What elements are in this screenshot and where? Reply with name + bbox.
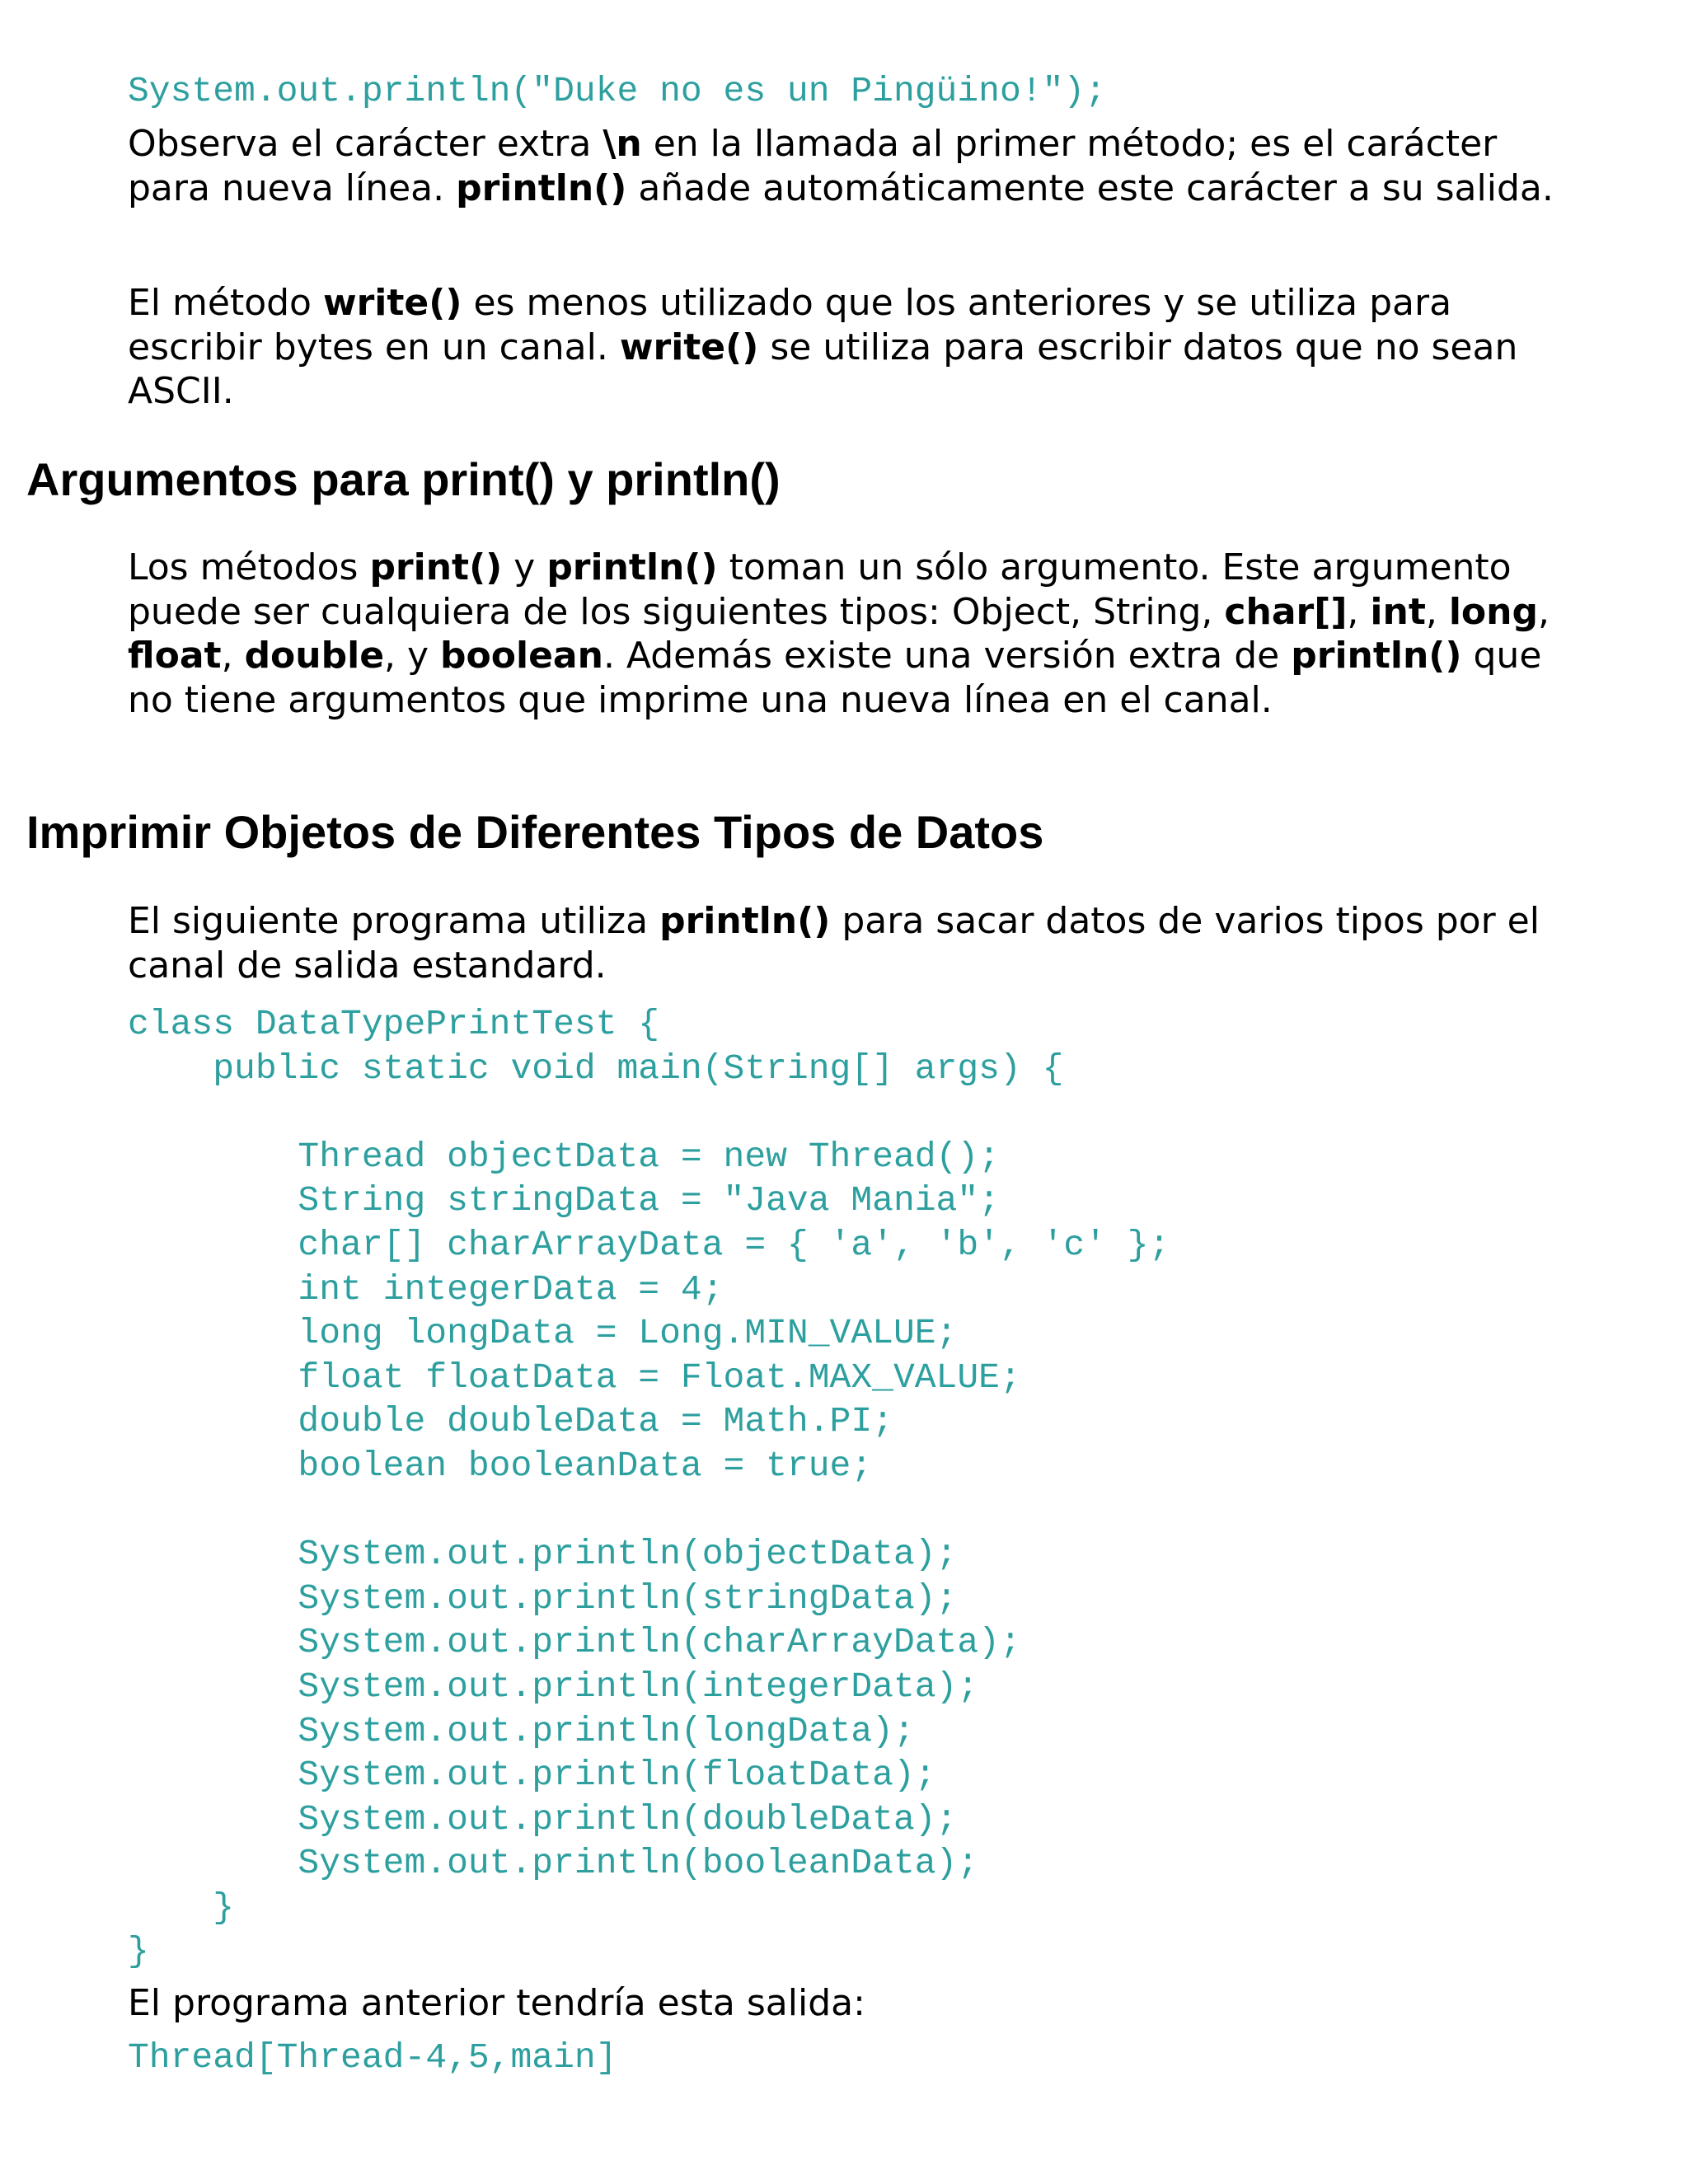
paragraph-newline-explanation: Observa el carácter extra \n en la llamada al primer método; es el carácter para nueva línea. println() añade automáticamente este carácter a su salida. <box>128 123 1554 209</box>
code-output-thread: Thread[Thread-4,5,main] <box>128 2037 617 2078</box>
heading-imprimir-objetos: Imprimir Objetos de Diferentes Tipos de Datos <box>26 806 1044 858</box>
code-println-duke: System.out.println("Duke no es un Pingüino!"); <box>128 71 1106 111</box>
paragraph-write-method: El método write() es menos utilizado que los anteriores y se utiliza para escribir bytes en un canal. write() se utiliza para escribir datos que no sean ASCII. <box>128 282 1518 412</box>
paragraph-arguments: Los métodos print() y println() toman un sólo argumento. Este argumento puede ser cualquiera de los siguientes tipos: Object, String, char[], int, long, float, double, y boolean. Además existe una versión extra de println() que no tiene argumentos que imprime una nueva línea en el canal. <box>128 546 1550 721</box>
code-datatype-print-test: class DataTypePrintTest { public static void main(String[] args) { Thread objectData = new Thread(); String stringData = "Java Mania"; char[] charArrayData = { 'a', 'b', 'c' }; int integerData = 4; long longData = Long.MIN_VALUE; float floatData = Float.MAX_VALUE; double doubleData = Math.PI; boolean booleanData = true; System.out.println(objectData); System.out.println(stringData); System.out.println(charArrayData); System.out.println(integerData); System.out.println(longData); System.out.println(floatData); System.out.println(doubleData); System.out.println(booleanData); } } <box>128 1004 1170 1972</box>
paragraph-output-intro: El programa anterior tendría esta salida: <box>128 1982 865 2024</box>
heading-argumentos: Argumentos para print() y println() <box>26 453 781 505</box>
paragraph-program-intro: El siguiente programa utiliza println() para sacar datos de varios tipos por el canal de salida estandard. <box>128 900 1540 987</box>
